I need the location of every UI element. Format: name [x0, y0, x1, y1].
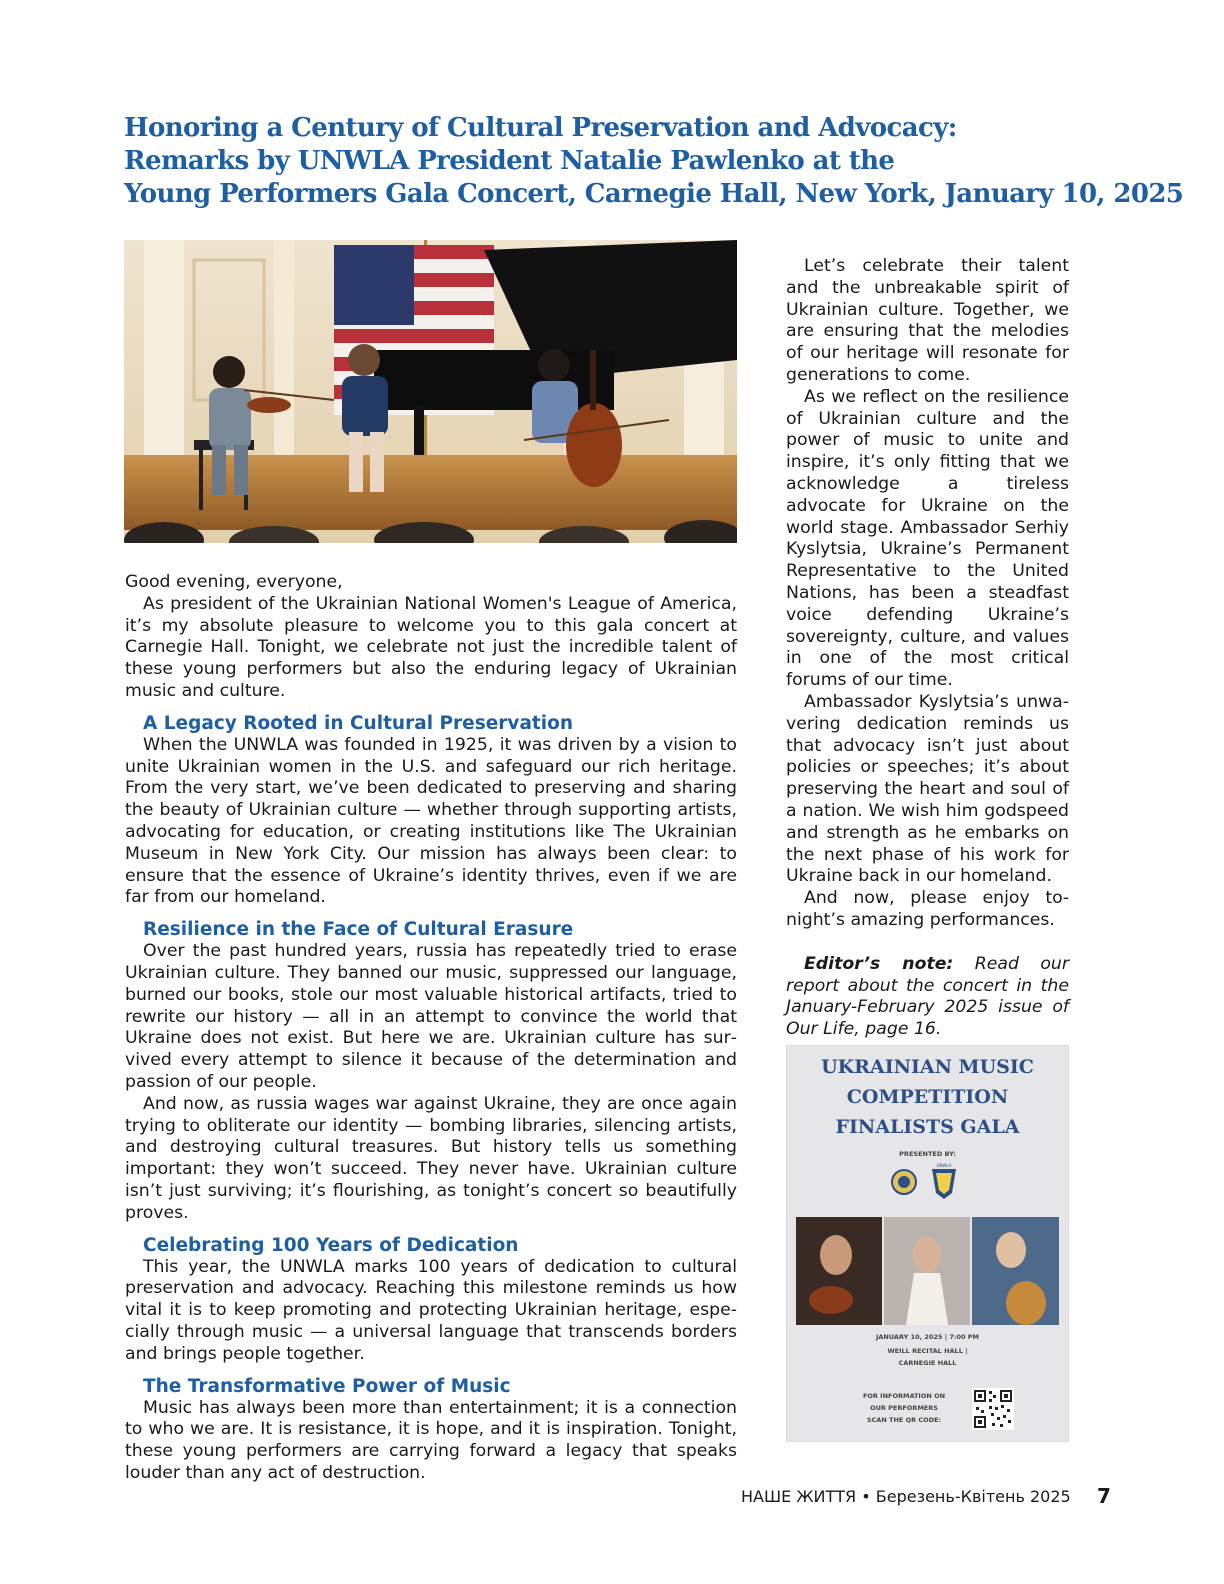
section-heading-resilience: Resilience in the Face of Cultural Erasure: [143, 919, 574, 941]
poster-logo-text: UNWLA: [936, 1163, 952, 1168]
editor-note: [786, 954, 1069, 1041]
poster-title-line-1: UKRAINIAN MUSIC: [821, 1056, 1034, 1078]
right-paragraph-4: And now, please enjoy tonight’s amazing performances.: [786, 888, 1069, 930]
page-number: 7: [1097, 1484, 1111, 1508]
poster-date-time: JANUARY 10, 2025 | 7:00 PM: [875, 1333, 980, 1341]
editor-note-label: Editor’s note:: [804, 953, 954, 974]
gala-poster: [786, 1045, 1069, 1442]
poster-title-line-2: COMPETITION: [846, 1086, 1009, 1108]
section-heading-music: The Transformative Power of Music: [143, 1375, 511, 1397]
right-paragraph-1: Let’s celebrate their talent and the unbreakable spirit of Ukrainian culture. Together, we are ensuring that the melodies of our heritage will resonate for generations to come.: [786, 256, 1069, 385]
concert-photo: [124, 240, 737, 543]
resilience-paragraph-1: Over the past hundred years, russia has repeatedly tried to erase Ukrainian culture. They banned our music, suppressed our language, burned our books, stole our most valuable historical artifacts, tried to rewrite our history — all in an attempt to convince the world that Ukraine does not exist. But here we are. Ukrainian culture has survived every attempt to silence it because of the determination and passion of our people.: [125, 941, 737, 1092]
title-line-1: Honoring a Century of Cultural Preservation and Advocacy:: [124, 113, 957, 143]
resilience-paragraph-2: And now, as russia wages war against Ukraine, they are once again trying to obliterate our identity — bombing libraries, silencing artists, and destroying cultural treasures. But history tells us something important: they won’t succeed. They never have. Ukrainian culture isn’t just surviving; it’s flourishing, as tonight’s concert so beautifully proves.: [125, 1093, 737, 1223]
article-title: [124, 112, 1184, 211]
left-column: [125, 572, 737, 1485]
section-heading-legacy: A Legacy Rooted in Cultural Preservation: [143, 712, 573, 734]
intro-paragraph: As president of the Ukrainian National Women's League of America, it’s my absolute pleasure to welcome you to this gala concert at Carnegie Hall. Tonight, we celebrate not just the incredible talent of these young performers but also the enduring legacy of Ukrainian music and culture.: [125, 593, 737, 701]
poster-info-line-2: OUR PERFORMERS: [870, 1404, 938, 1412]
round-seal-logo-icon: [892, 1170, 916, 1194]
right-paragraph-2: As we reflect on the resilience of Ukrainian culture and the power of music to unite and inspire, it’s only fitting that we acknowledge a tireless advocate for Ukraine on the world stage. Ambassador Serhiy Kyslytsia, Ukraine’s Permanent Representative to the United Nations, has been a steadfast voice defending Ukraine’s sovereignty, culture, and values in one of the most critical forums of our time.: [786, 386, 1069, 691]
greeting: Good evening, everyone,: [125, 572, 343, 592]
title-line-2: Remarks by UNWLA President Natalie Pawlenko at the: [124, 146, 895, 176]
qr-code-icon: [972, 1388, 1014, 1430]
poster-presented-by: PRESENTED BY:: [899, 1150, 956, 1158]
editor-note-text: Read our report about the concert in the January-February 2025 issue of Our Life, page 16.: [786, 953, 1069, 1040]
section-heading-celebrating: Celebrating 100 Years of Dedication: [143, 1234, 519, 1256]
title-line-3: Young Performers Gala Concert, Carnegie Hall, New York, January 10, 2025: [124, 179, 1184, 209]
celebrating-paragraph: This year, the UNWLA marks 100 years of dedication to cultural preservation and advocacy. Reaching this milestone reminds us how vital it is to keep promoting and protecting Ukrainian heritage, especially through music — a universal language that transcends borders and brings people together.: [125, 1256, 737, 1364]
poster-title-line-3: FINALISTS GALA: [835, 1116, 1020, 1138]
poster-info-line-1: FOR INFORMATION ON: [862, 1392, 946, 1400]
footer-publication: НАШЕ ЖИТТЯ • Березень-Квітень 2025: [741, 1487, 1071, 1506]
music-paragraph: Music has always been more than entertainment; it is a connection to who we are. It is resistance, it is hope, and it is inspiration. Tonight, these young performers are carrying forward a legacy that speaks louder than any act of destruction.: [125, 1397, 737, 1483]
poster-venue-line-2: CARNEGIE HALL: [898, 1359, 957, 1367]
legacy-paragraph: When the UNWLA was founded in 1925, it was driven by a vision to unite Ukrainian women in the U.S. and safeguard our rich heritage. From the very start, we’ve been dedicated to preserving and sharing the beauty of Ukrainian culture — whether through supporting artists, advocating for education, or creating institutions like The Ukrainian Museum in New York City. Our mission has always been clear: to ensure that the essence of Ukraine’s identity thrives, even if we are far from our homeland.: [125, 734, 737, 908]
right-paragraph-3: Ambassador Kyslytsia’s unwavering dedication reminds us that advocacy isn’t just about policies or speeches; it’s about preserving the heart and soul of a nation. We wish him godspeed and strength as he embarks on the next phase of his work for Ukraine back in our homeland.: [786, 691, 1069, 887]
poster-info-line-3: SCAN THE QR CODE:: [866, 1416, 942, 1424]
poster-venue-line-1: WEILL RECITAL HALL |: [887, 1347, 968, 1355]
right-column: [786, 256, 1069, 1041]
